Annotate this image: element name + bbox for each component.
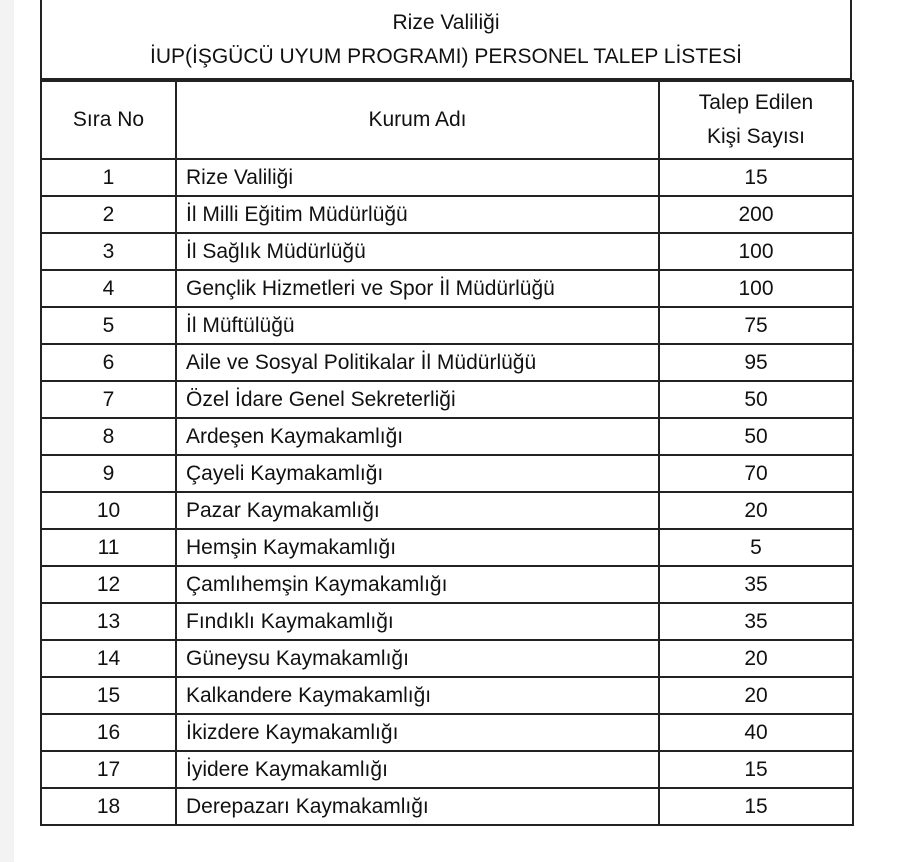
- table-row: [41, 418, 853, 455]
- row-requested-count: 100: [659, 233, 853, 270]
- row-sequence-no: 5: [41, 307, 176, 344]
- table-row: [41, 270, 853, 307]
- row-institution-name: Kalkandere Kaymakamlığı: [176, 677, 659, 714]
- row-requested-count: 40: [659, 714, 853, 751]
- row-institution-name: Aile ve Sosyal Politikalar İl Müdürlüğü: [176, 344, 659, 381]
- table-row: [41, 640, 853, 677]
- row-requested-count: 35: [659, 566, 853, 603]
- header-row: [41, 81, 853, 159]
- row-sequence-no: 17: [41, 751, 176, 788]
- row-sequence-no: 8: [41, 418, 176, 455]
- row-requested-count: 15: [659, 788, 853, 825]
- row-requested-count: 200: [659, 196, 853, 233]
- row-requested-count: 50: [659, 381, 853, 418]
- row-institution-name: Çayeli Kaymakamlığı: [176, 455, 659, 492]
- table-row: [41, 455, 853, 492]
- personnel-request-sheet: [40, 0, 852, 826]
- title-governorship: Rize Valiliği: [392, 11, 500, 34]
- page-edge: [0, 0, 14, 862]
- row-institution-name: İyidere Kaymakamlığı: [176, 751, 659, 788]
- row-sequence-no: 15: [41, 677, 176, 714]
- table-row: [41, 159, 853, 196]
- row-requested-count: 100: [659, 270, 853, 307]
- row-institution-name: İl Sağlık Müdürlüğü: [176, 233, 659, 270]
- row-requested-count: 20: [659, 677, 853, 714]
- table-row: [41, 529, 853, 566]
- row-sequence-no: 7: [41, 381, 176, 418]
- row-requested-count: 35: [659, 603, 853, 640]
- row-sequence-no: 3: [41, 233, 176, 270]
- request-table: [40, 80, 854, 826]
- table-row: [41, 233, 853, 270]
- header-requested-count-line1: Talep Edilen: [698, 91, 814, 114]
- table-row: [41, 566, 853, 603]
- row-sequence-no: 16: [41, 714, 176, 751]
- table-row: [41, 751, 853, 788]
- table-body: [41, 159, 853, 825]
- row-sequence-no: 12: [41, 566, 176, 603]
- row-sequence-no: 14: [41, 640, 176, 677]
- row-sequence-no: 11: [41, 529, 176, 566]
- row-requested-count: 15: [659, 751, 853, 788]
- table-row: [41, 714, 853, 751]
- header-sequence-no: Sıra No: [41, 81, 176, 159]
- row-sequence-no: 1: [41, 159, 176, 196]
- row-sequence-no: 13: [41, 603, 176, 640]
- row-institution-name: Pazar Kaymakamlığı: [176, 492, 659, 529]
- row-requested-count: 95: [659, 344, 853, 381]
- row-institution-name: Hemşin Kaymakamlığı: [176, 529, 659, 566]
- row-institution-name: Çamlıhemşin Kaymakamlığı: [176, 566, 659, 603]
- row-requested-count: 70: [659, 455, 853, 492]
- row-requested-count: 15: [659, 159, 853, 196]
- row-institution-name: Fındıklı Kaymakamlığı: [176, 603, 659, 640]
- title-block: [40, 0, 852, 80]
- table-row: [41, 788, 853, 825]
- row-sequence-no: 6: [41, 344, 176, 381]
- row-sequence-no: 2: [41, 196, 176, 233]
- row-requested-count: 50: [659, 418, 853, 455]
- row-sequence-no: 10: [41, 492, 176, 529]
- table-row: [41, 677, 853, 714]
- row-institution-name: İl Milli Eğitim Müdürlüğü: [176, 196, 659, 233]
- row-institution-name: İl Müftülüğü: [176, 307, 659, 344]
- row-institution-name: Derepazarı Kaymakamlığı: [176, 788, 659, 825]
- row-sequence-no: 9: [41, 455, 176, 492]
- row-institution-name: Güneysu Kaymakamlığı: [176, 640, 659, 677]
- table-row: [41, 307, 853, 344]
- table-row: [41, 381, 853, 418]
- table-row: [41, 603, 853, 640]
- row-institution-name: Özel İdare Genel Sekreterliği: [176, 381, 659, 418]
- table-row: [41, 196, 853, 233]
- title-list-name: İUP(İŞGÜCÜ UYUM PROGRAMI) PERSONEL TALEP LİSTESİ: [149, 45, 742, 68]
- table-row: [41, 492, 853, 529]
- row-sequence-no: 4: [41, 270, 176, 307]
- row-institution-name: İkizdere Kaymakamlığı: [176, 714, 659, 751]
- table-row: [41, 344, 853, 381]
- row-institution-name: Rize Valiliği: [176, 159, 659, 196]
- row-institution-name: Ardeşen Kaymakamlığı: [176, 418, 659, 455]
- row-requested-count: 5: [659, 529, 853, 566]
- header-institution-name: Kurum Adı: [176, 81, 659, 159]
- header-requested-count-line2: Kişi Sayısı: [706, 125, 806, 148]
- header-requested-count: [659, 81, 853, 159]
- row-institution-name: Gençlik Hizmetleri ve Spor İl Müdürlüğü: [176, 270, 659, 307]
- row-sequence-no: 18: [41, 788, 176, 825]
- row-requested-count: 20: [659, 640, 853, 677]
- row-requested-count: 75: [659, 307, 853, 344]
- row-requested-count: 20: [659, 492, 853, 529]
